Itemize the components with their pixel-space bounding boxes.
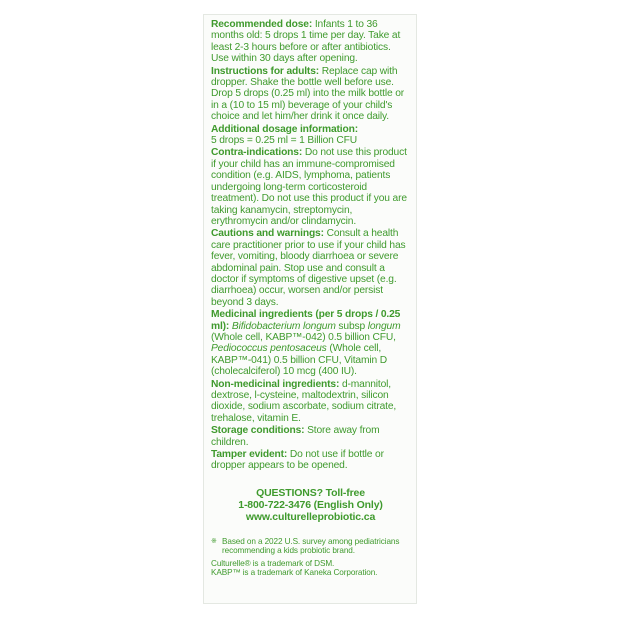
medicinal-species-1: Bifidobacterium longum: [231, 320, 336, 332]
contra-indications-section: [211, 147, 410, 227]
contact-website: www.culturelleprobiotic.ca: [245, 510, 376, 523]
trademark-kabp: KABP™ is a trademark of Kaneka Corporation.: [211, 568, 378, 578]
tamper-text: Do not use if bottle or dropper appears to be opened.: [211, 449, 384, 472]
non-medicinal-title: Non-medicinal ingredients:: [211, 378, 340, 390]
non-medicinal-text: d-mannitol, dextrose, l-cysteine, maltodextrin, silicon dioxide, sodium ascorbate, sodium citrate, trehalose, vitamin E.: [211, 378, 397, 424]
additional-dosage-title: Additional dosage information:: [211, 123, 358, 135]
contra-indications-title: Contra-indications:: [211, 147, 303, 159]
medicinal-text-1: (Whole cell, KABP™-042) 0.5 billion CFU,: [211, 331, 396, 343]
medicinal-ingredients-section: [211, 309, 410, 377]
additional-dosage-section: [211, 124, 410, 147]
additional-dosage-text: 5 drops = 0.25 ml = 1 Billion CFU: [211, 135, 358, 147]
instructions-adults-text: Replace cap with dropper. Shake the bottle well before use. Drop 5 drops (0.25 ml) into the milk bottle or in a (10 to 15 ml) beverage of your child's choice and let him/her drink it once daily.: [211, 65, 405, 123]
instructions-adults-section: [211, 66, 410, 123]
footnote: [211, 537, 410, 556]
cautions-title: Cautions and warnings:: [211, 228, 324, 240]
trademark-culturelle: Culturelle® is a trademark of DSM.: [211, 558, 335, 568]
storage-text: Store away from children.: [211, 425, 380, 448]
medicinal-text-2: (Whole cell, KABP™-041) 0.5 billion CFU, Vitamin D (cholecalciferol) 10 mcg (400 IU).: [211, 343, 387, 378]
contact-phone: 1-800-722-3476 (English Only): [238, 498, 383, 511]
storage-title: Storage conditions:: [211, 425, 305, 437]
contra-indications-text: Do not use this product if your child has an immune-compromised condition (e.g. AIDS, lymphoma, patients undergoing long-term corticosteroid treatment). Do not use this product if you are taking kanamycin, streptomycin, erythromycin and/or clindamycin.: [211, 147, 407, 227]
product-label-panel: [203, 14, 417, 604]
non-medicinal-section: [211, 379, 410, 425]
contact-block: [211, 487, 410, 523]
cautions-text: Consult a health care practitioner prior to use if your child has fever, vomiting, bloody diarrhoea or severe abdominal pain. Stop use and consult a doctor if symptoms of digestive upset (e.g. diarrhoea) occur, worsen and/or persist beyond 3 days.: [211, 228, 406, 308]
medicinal-species-2: Pediococcus pentosaceus: [211, 343, 327, 355]
footnote-mark-icon: ※: [211, 537, 217, 545]
contact-questions: QUESTIONS? Toll-free: [256, 486, 365, 499]
recommended-dose-text: Infants 1 to 36 months old: 5 drops 1 time per day. Take at least 2-3 hours before or after antibiotics. Use within 30 days after opening.: [211, 19, 401, 65]
storage-section: [211, 425, 410, 448]
tamper-section: [211, 449, 410, 472]
recommended-dose-title: Recommended dose:: [211, 19, 313, 30]
medicinal-species-1b: longum: [367, 320, 401, 332]
medicinal-title: Medicinal ingredients (per 5 drops / 0.25 ml):: [211, 309, 401, 332]
cautions-section: [211, 228, 410, 308]
footnote-text: Based on a 2022 U.S. survey among pediatricians recommending a kids probiotic brand.: [222, 536, 400, 556]
recommended-dose-section: [211, 19, 410, 65]
medicinal-subsp: subsp: [338, 320, 366, 332]
tamper-title: Tamper evident:: [211, 449, 288, 461]
instructions-adults-title: Instructions for adults:: [211, 65, 320, 77]
